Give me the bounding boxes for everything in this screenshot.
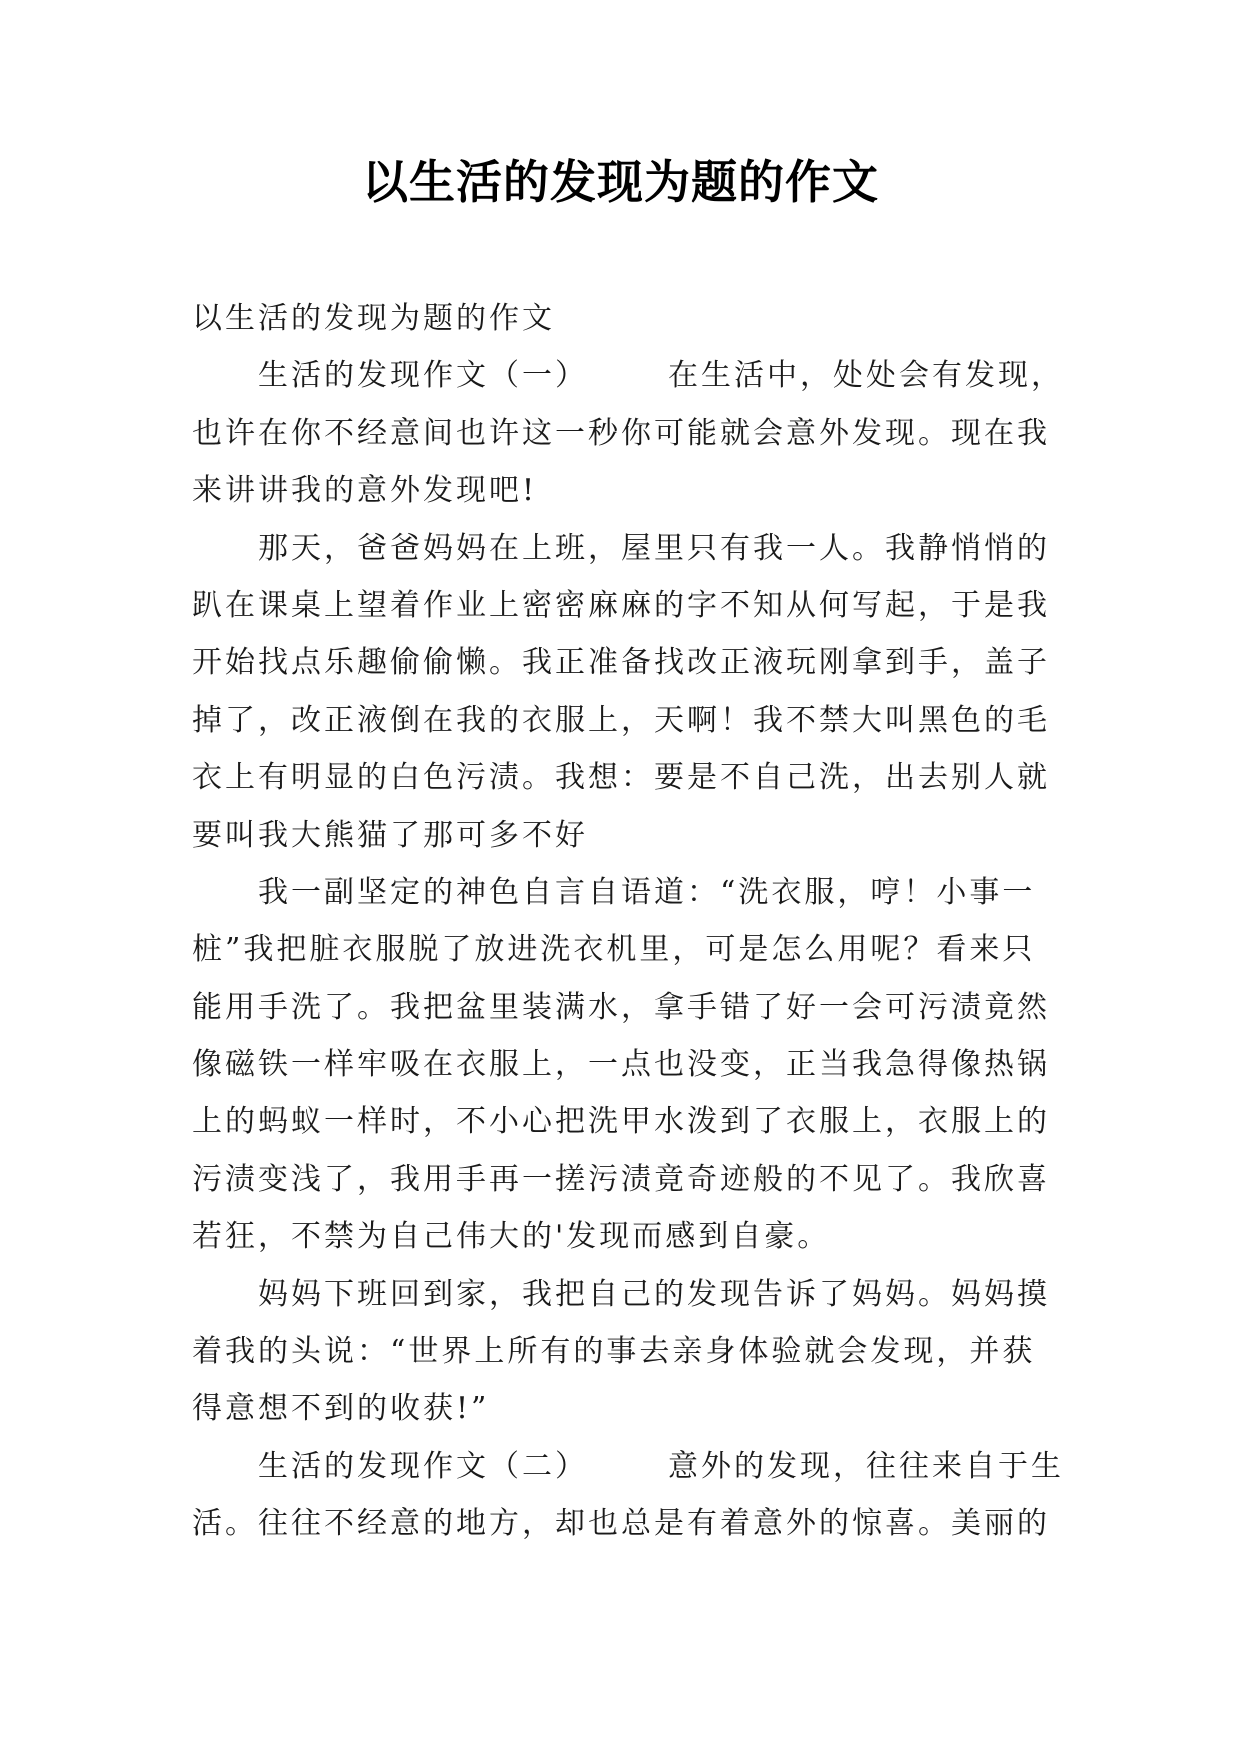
document-body: [192, 290, 1062, 1553]
subtitle-line: 以生活的发现为题的作文: [192, 301, 555, 336]
paragraph-line: 桩”我把脏衣服脱了放进洗衣机里，可是怎么用呢？看来只: [192, 932, 1036, 968]
paragraph-line: 得意想不到的收获!”: [192, 1391, 490, 1427]
document-title: 以生活的发现为题的作文: [362, 155, 879, 209]
paragraph-line: 来讲讲我的意外发现吧!: [192, 473, 538, 509]
paragraph-line: 也许在你不经意间也许这一秒你可能就会意外发现。现在我: [192, 415, 1050, 451]
paragraph-line: 趴在课桌上望着作业上密密麻麻的字不知从何写起，于是我: [192, 587, 1050, 623]
section-heading: 生活的发现作文（二）: [258, 1448, 588, 1484]
paragraph-line: [192, 347, 1062, 404]
paragraph-text: 意外的发现，往往来自于生: [668, 1448, 1064, 1484]
section-heading: 生活的发现作文（一）: [258, 358, 588, 394]
paragraph-line: 开始找点乐趣偷偷懒。我正准备找改正液玩刚拿到手，盖子: [192, 645, 1050, 681]
paragraph-line: 像磁铁一样牢吸在衣服上，一点也没变，正当我急得像热锅: [192, 1047, 1050, 1083]
paragraph-line: 要叫我大熊猫了那可多不好: [192, 817, 588, 853]
paragraph-line: 那天，爸爸妈妈在上班，屋里只有我一人。我静悄悄的: [258, 530, 1050, 566]
paragraph-line: 上的蚂蚁一样时，不小心把洗甲水泼到了衣服上，衣服上的: [192, 1104, 1050, 1140]
paragraph-line: 我一副坚定的神色自言自语道：“洗衣服，哼！小事一: [258, 874, 1036, 910]
paragraph-line: 污渍变浅了，我用手再一搓污渍竟奇迹般的不见了。我欣喜: [192, 1161, 1050, 1197]
paragraph-line: 掉了，改正液倒在我的衣服上，天啊！我不禁大叫黑色的毛: [192, 702, 1050, 738]
paragraph-line: 能用手洗了。我把盆里装满水，拿手错了好一会可污渍竟然: [192, 989, 1050, 1025]
paragraph-text: 在生活中，处处会有发现，: [668, 358, 1064, 394]
paragraph-line: [192, 1438, 1062, 1495]
paragraph-line: 若狂，不禁为自己伟大的'发现而感到自豪。: [192, 1219, 831, 1255]
paragraph-line: 衣上有明显的白色污渍。我想：要是不自己洗，出去别人就: [192, 760, 1050, 796]
paragraph-line: 着我的头说：“世界上所有的事去亲身体验就会发现，并获: [192, 1334, 1036, 1370]
paragraph-line: 活。往往不经意的地方，却也总是有着意外的惊喜。美丽的: [192, 1506, 1050, 1542]
paragraph-line: 妈妈下班回到家，我把自己的发现告诉了妈妈。妈妈摸: [258, 1276, 1050, 1312]
